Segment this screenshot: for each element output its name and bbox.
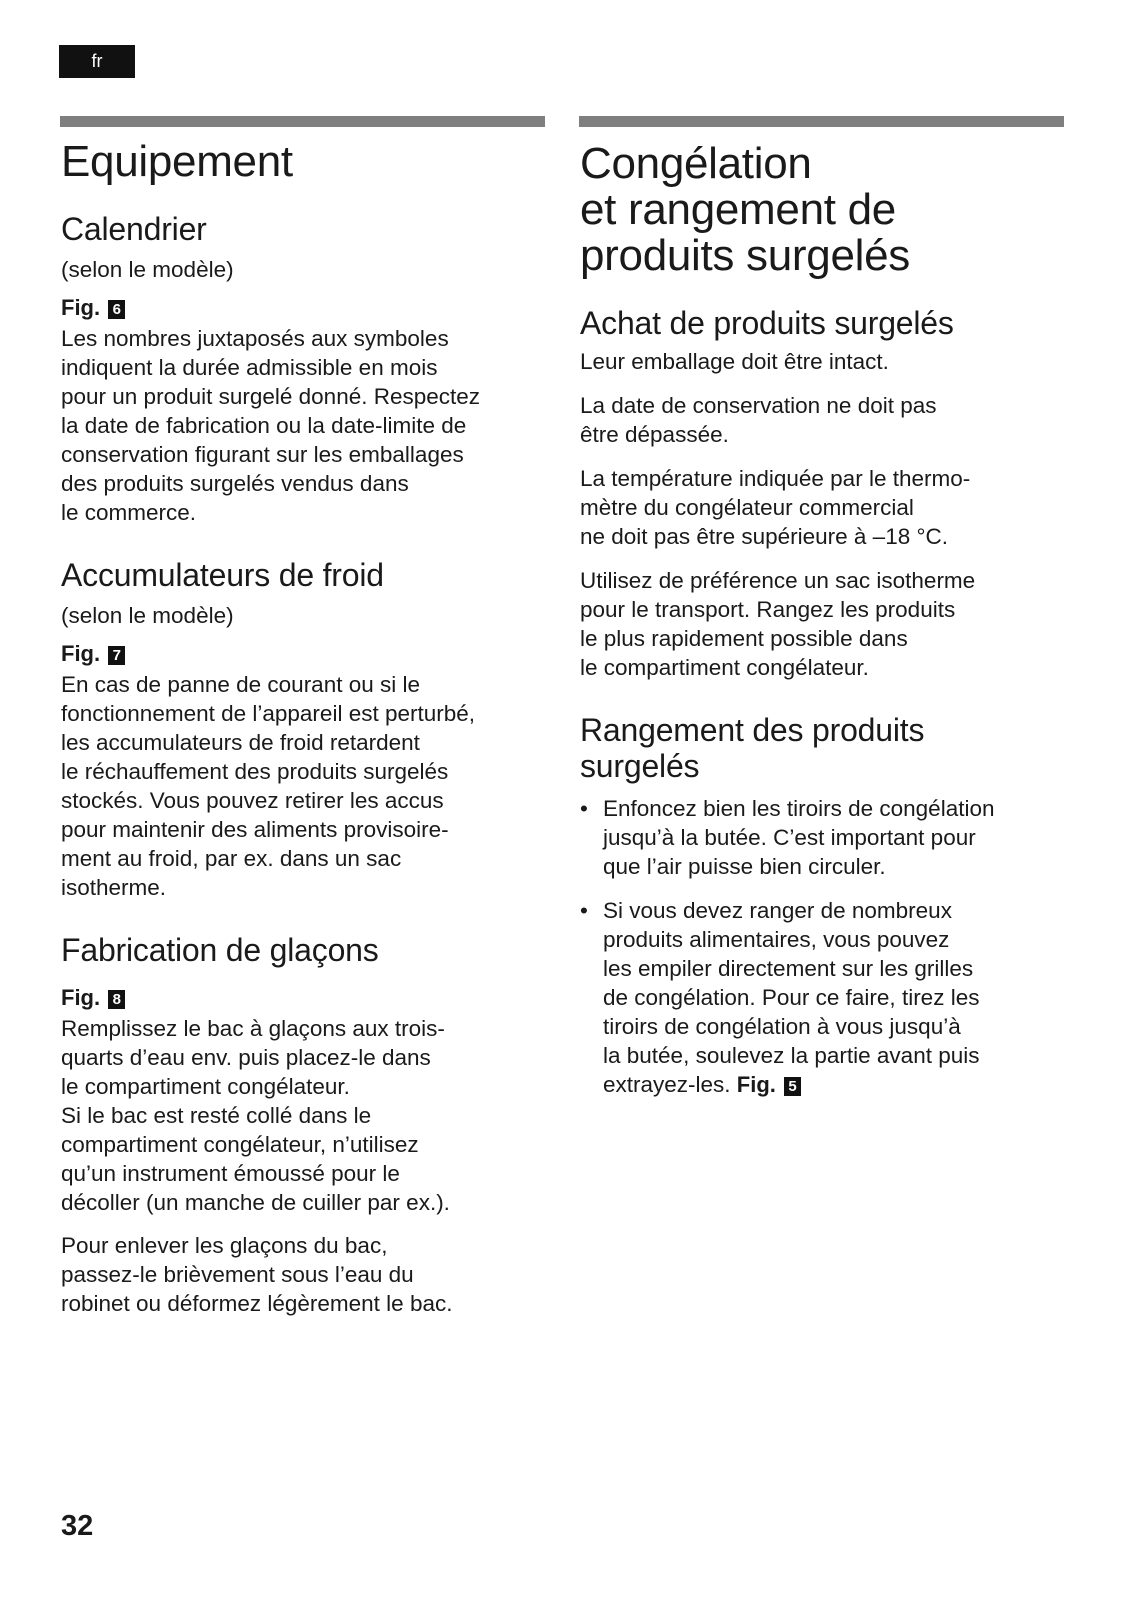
page-title-congelation bbox=[580, 141, 1064, 279]
heading-fabrication-glacons: Fabrication de glaçons bbox=[61, 932, 379, 968]
fig-number-badge: 7 bbox=[108, 646, 125, 665]
body-line: La date de conservation ne doit pas bbox=[580, 393, 937, 418]
body-line: produits alimentaires, vous pouvez bbox=[603, 927, 950, 952]
heading-calendrier: Calendrier bbox=[61, 211, 207, 247]
fig-label: Fig. bbox=[736, 1072, 776, 1097]
body-line: fonctionnement de l’appareil est perturbé, bbox=[61, 701, 476, 726]
glacons-body-2 bbox=[61, 1231, 545, 1318]
page-title-equipement: Equipement bbox=[61, 137, 293, 186]
fig-label: Fig. bbox=[61, 985, 101, 1010]
body-line: la butée, soulevez la partie avant puis bbox=[603, 1043, 980, 1068]
body-line: les accumulateurs de froid retardent bbox=[61, 730, 420, 755]
body-line: que l’air puisse bien circuler. bbox=[603, 854, 886, 879]
heading-rangement bbox=[580, 712, 1064, 784]
achat-paragraph bbox=[580, 566, 1064, 682]
glacons-body bbox=[61, 1014, 545, 1217]
rangement-list bbox=[580, 794, 1064, 1099]
body-line: compartiment congélateur, n’utilisez bbox=[61, 1132, 419, 1157]
body-line: En cas de panne de courant ou si le bbox=[61, 672, 421, 697]
fig-label: Fig. bbox=[61, 641, 101, 666]
body-line: Utilisez de préférence un sac isotherme bbox=[580, 568, 976, 593]
body-line: Si vous devez ranger de nombreux bbox=[603, 898, 952, 923]
body-line: stockés. Vous pouvez retirer les accus bbox=[61, 788, 444, 813]
body-line: ne doit pas être supérieure à –18 °C. bbox=[580, 524, 948, 549]
body-line: qu’un instrument émoussé pour le bbox=[61, 1161, 400, 1186]
heading-achat: Achat de produits surgelés bbox=[580, 305, 954, 341]
body-line: robinet ou déformez légèrement le bac. bbox=[61, 1291, 453, 1316]
body-line: de congélation. Pour ce faire, tirez les bbox=[603, 985, 980, 1010]
right-column bbox=[580, 116, 1064, 1099]
title-line: et rangement de bbox=[580, 185, 896, 234]
body-line: décoller (un manche de cuiller par ex.). bbox=[61, 1190, 450, 1215]
heading-accumulateurs: Accumulateurs de froid bbox=[61, 557, 384, 593]
body-line: pour maintenir des aliments provisoire- bbox=[61, 817, 449, 842]
fig-reference bbox=[61, 983, 545, 1012]
heading-line: Rangement des produits bbox=[580, 712, 925, 748]
calendrier-body bbox=[61, 324, 545, 527]
body-line: extrayez-les. bbox=[603, 1072, 737, 1097]
body-line: des produits surgelés vendus dans bbox=[61, 471, 409, 496]
accumulateurs-body bbox=[61, 670, 545, 902]
model-note: (selon le modèle) bbox=[61, 603, 234, 628]
achat-paragraph bbox=[580, 347, 1064, 376]
body-line: ment au froid, par ex. dans un sac bbox=[61, 846, 402, 871]
language-tab: fr bbox=[59, 45, 135, 78]
achat-paragraph bbox=[580, 464, 1064, 551]
body-line: passez-le brièvement sous l’eau du bbox=[61, 1262, 414, 1287]
fig-number-badge: 8 bbox=[108, 990, 125, 1009]
fig-reference bbox=[737, 1072, 801, 1097]
body-line: le commerce. bbox=[61, 500, 197, 525]
body-line: le compartiment congélateur. bbox=[580, 655, 869, 680]
list-item bbox=[580, 794, 1064, 881]
title-line: produits surgelés bbox=[580, 231, 910, 280]
body-line: les empiler directement sur les grilles bbox=[603, 956, 974, 981]
body-line: Les nombres juxtaposés aux symboles bbox=[61, 326, 449, 351]
fig-reference bbox=[61, 639, 545, 668]
fig-number-badge: 6 bbox=[108, 300, 125, 319]
body-line: Si le bac est resté collé dans le bbox=[61, 1103, 372, 1128]
heading-line: surgelés bbox=[580, 748, 700, 784]
model-note: (selon le modèle) bbox=[61, 257, 234, 282]
body-line: le plus rapidement possible dans bbox=[580, 626, 908, 651]
body-line: mètre du congélateur commercial bbox=[580, 495, 914, 520]
body-line: la date de fabrication ou la date-limite de bbox=[61, 413, 467, 438]
body-line: pour un produit surgelé donné. Respectez bbox=[61, 384, 481, 409]
section-rule bbox=[579, 116, 1064, 127]
bullet-icon: • bbox=[580, 796, 588, 821]
title-line: Congélation bbox=[580, 139, 812, 188]
fig-reference bbox=[61, 293, 545, 322]
bullet-icon: • bbox=[580, 898, 588, 923]
body-line: être dépassée. bbox=[580, 422, 729, 447]
left-column bbox=[61, 116, 545, 1318]
fig-label: Fig. bbox=[61, 295, 101, 320]
section-rule bbox=[60, 116, 545, 127]
body-line: La température indiquée par le thermo- bbox=[580, 466, 971, 491]
list-item bbox=[580, 896, 1064, 1099]
body-line: Pour enlever les glaçons du bac, bbox=[61, 1233, 388, 1258]
body-line: conservation figurant sur les emballages bbox=[61, 442, 464, 467]
body-line: pour le transport. Rangez les produits bbox=[580, 597, 956, 622]
body-line: indiquent la durée admissible en mois bbox=[61, 355, 438, 380]
fig-number-badge: 5 bbox=[784, 1077, 801, 1096]
body-line: isotherme. bbox=[61, 875, 167, 900]
body-line: Remplissez le bac à glaçons aux trois- bbox=[61, 1016, 445, 1041]
body-line: le compartiment congélateur. bbox=[61, 1074, 350, 1099]
body-line: quarts d’eau env. puis placez-le dans bbox=[61, 1045, 431, 1070]
body-line: Enfoncez bien les tiroirs de congélation bbox=[603, 796, 995, 821]
achat-paragraph bbox=[580, 391, 1064, 449]
page-number: 32 bbox=[61, 1510, 94, 1542]
body-line: Leur emballage doit être intact. bbox=[580, 349, 889, 374]
body-line: tiroirs de congélation à vous jusqu’à bbox=[603, 1014, 961, 1039]
body-line: jusqu’à la butée. C’est important pour bbox=[603, 825, 976, 850]
body-line: le réchauffement des produits surgelés bbox=[61, 759, 449, 784]
